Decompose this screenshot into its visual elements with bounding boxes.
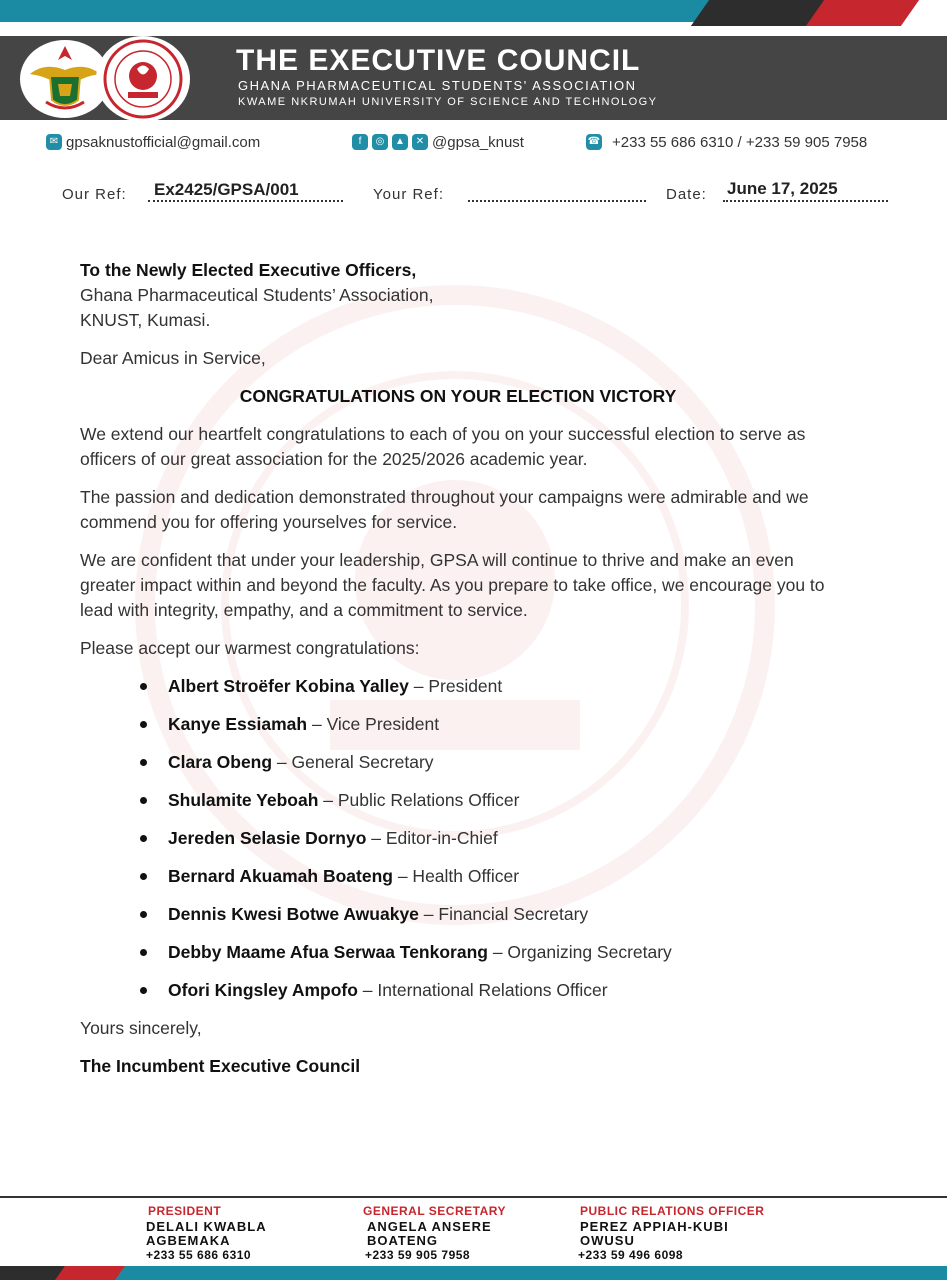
phone-numbers[interactable]: +233 55 686 6310 / +233 59 905 7958	[612, 133, 868, 151]
bullet	[140, 835, 147, 842]
officer-role: – Editor-in-Chief	[366, 828, 498, 848]
footer-role-gensec: GENERAL SECRETARY	[363, 1204, 506, 1218]
bullet	[140, 797, 147, 804]
bullet	[140, 911, 147, 918]
footer-divider	[0, 1196, 947, 1198]
footer-name-president-2: AGBEMAKA	[146, 1233, 231, 1248]
officer-name: Dennis Kwesi Botwe Awuakye	[168, 904, 419, 924]
bullet	[140, 987, 147, 994]
officer-role: – International Relations Officer	[357, 980, 608, 1000]
list-item	[140, 750, 840, 775]
officer-name: Bernard Akuamah Boateng	[168, 866, 393, 886]
your-ref-label: Your Ref:	[373, 186, 444, 203]
phone-contact[interactable]	[586, 132, 867, 152]
bullet	[140, 873, 147, 880]
recipient-line-1: To the Newly Elected Executive Officers,	[80, 260, 417, 280]
instagram-icon: ◎	[372, 134, 388, 150]
list-item	[140, 902, 840, 927]
our-ref-value: Ex2425/GPSA/001	[154, 180, 299, 199]
closing: Yours sincerely,	[80, 1018, 202, 1038]
association-name: GHANA PHARMACEUTICAL STUDENTS' ASSOCIATION	[238, 78, 637, 93]
bullet	[140, 721, 147, 728]
recipient-line-2: Ghana Pharmaceutical Students’ Association,	[80, 285, 434, 305]
footer-phone-president[interactable]: +233 55 686 6310	[146, 1248, 252, 1262]
bullet	[140, 949, 147, 956]
officer-name: Albert Stroëfer Kobina Yalley	[168, 676, 409, 696]
bullet	[140, 683, 147, 690]
university-name: KWAME NKRUMAH UNIVERSITY OF SCIENCE AND TECHNOLOGY	[238, 96, 658, 108]
salutation: Dear Amicus in Service,	[80, 348, 266, 368]
bottom-stripe	[0, 1266, 947, 1280]
footer-role-president: PRESIDENT	[148, 1204, 222, 1218]
recipient-line-3: KNUST, Kumasi.	[80, 310, 211, 330]
officer-name: Debby Maame Afua Serwaa Tenkorang	[168, 942, 488, 962]
officer-role: – Organizing Secretary	[487, 942, 672, 962]
bullet	[140, 759, 147, 766]
paragraph-2: The passion and dedication demonstrated throughout your campaigns were admirable and we commend you for offering yourselves for service.	[80, 487, 809, 532]
signature-block: The Incumbent Executive Council	[80, 1056, 361, 1076]
officer-name: Clara Obeng	[168, 752, 273, 772]
officer-name: Ofori Kingsley Ampofo	[168, 980, 358, 1000]
officer-role: – Health Officer	[392, 866, 520, 886]
footer-role-pro: PUBLIC RELATIONS OFFICER	[580, 1204, 765, 1218]
email-contact[interactable]	[46, 132, 260, 152]
date-label: Date:	[666, 186, 707, 203]
officer-role: – Financial Secretary	[418, 904, 589, 924]
list-item	[140, 788, 840, 813]
officer-role: – General Secretary	[272, 752, 434, 772]
footer-phone-gensec[interactable]: +233 59 905 7958	[365, 1248, 471, 1262]
footer-phone-pro[interactable]: +233 59 496 6098	[578, 1248, 684, 1262]
facebook-icon: f	[352, 134, 368, 150]
x-icon: ✕	[412, 134, 428, 150]
email-address[interactable]: gpsaknustofficial@gmail.com	[66, 133, 261, 151]
social-contact[interactable]	[352, 132, 524, 152]
footer-name-gensec-2: BOATENG	[367, 1233, 439, 1248]
officer-name: Kanye Essiamah	[168, 714, 308, 734]
officer-name: Shulamite Yeboah	[168, 790, 319, 810]
footer-name-pro-1: PEREZ APPIAH-KUBI	[580, 1219, 729, 1234]
list-item	[140, 864, 840, 889]
date-value: June 17, 2025	[727, 179, 838, 198]
our-ref-label: Our Ref:	[62, 186, 127, 203]
paragraph-3: We are confident that under your leadership, GPSA will continue to thrive and make an even greater impact within and beyond the faculty. As you prepare to take office, we encourage you to lead with integrity, empathy, and a commitment to service.	[80, 550, 825, 620]
your-ref-dotline	[468, 188, 646, 202]
list-intro: Please accept our warmest congratulations:	[80, 638, 420, 658]
letter-subject: CONGRATULATIONS ON YOUR ELECTION VICTORY	[239, 386, 677, 406]
mail-icon: ✉	[46, 134, 62, 150]
list-item	[140, 826, 840, 851]
officer-role: – President	[408, 676, 503, 696]
gpsa-seal-logo	[96, 36, 190, 122]
footer-name-pro-2: OWUSU	[580, 1233, 635, 1248]
list-item	[140, 712, 840, 737]
list-item	[140, 940, 840, 965]
list-item	[140, 978, 840, 1003]
phone-icon: ☎	[586, 134, 602, 150]
footer-name-gensec-1: ANGELA ANSERE	[367, 1219, 492, 1234]
list-item	[140, 674, 840, 699]
letterhead-title: THE EXECUTIVE COUNCIL	[236, 44, 641, 77]
officer-name: Jereden Selasie Dornyo	[168, 828, 367, 848]
social-handle[interactable]: @gpsa_knust	[432, 133, 524, 151]
bottom-red-accent	[55, 1266, 125, 1280]
paragraph-1: We extend our heartfelt congratulations to each of you on your successful election to serve as officers of our great association for the 2025/2026 academic year.	[80, 424, 806, 469]
officer-role: – Public Relations Officer	[318, 790, 520, 810]
officer-role: – Vice President	[307, 714, 440, 734]
footer-name-president-1: DELALI KWABLA	[146, 1219, 267, 1234]
snapchat-icon: ▲	[392, 134, 408, 150]
